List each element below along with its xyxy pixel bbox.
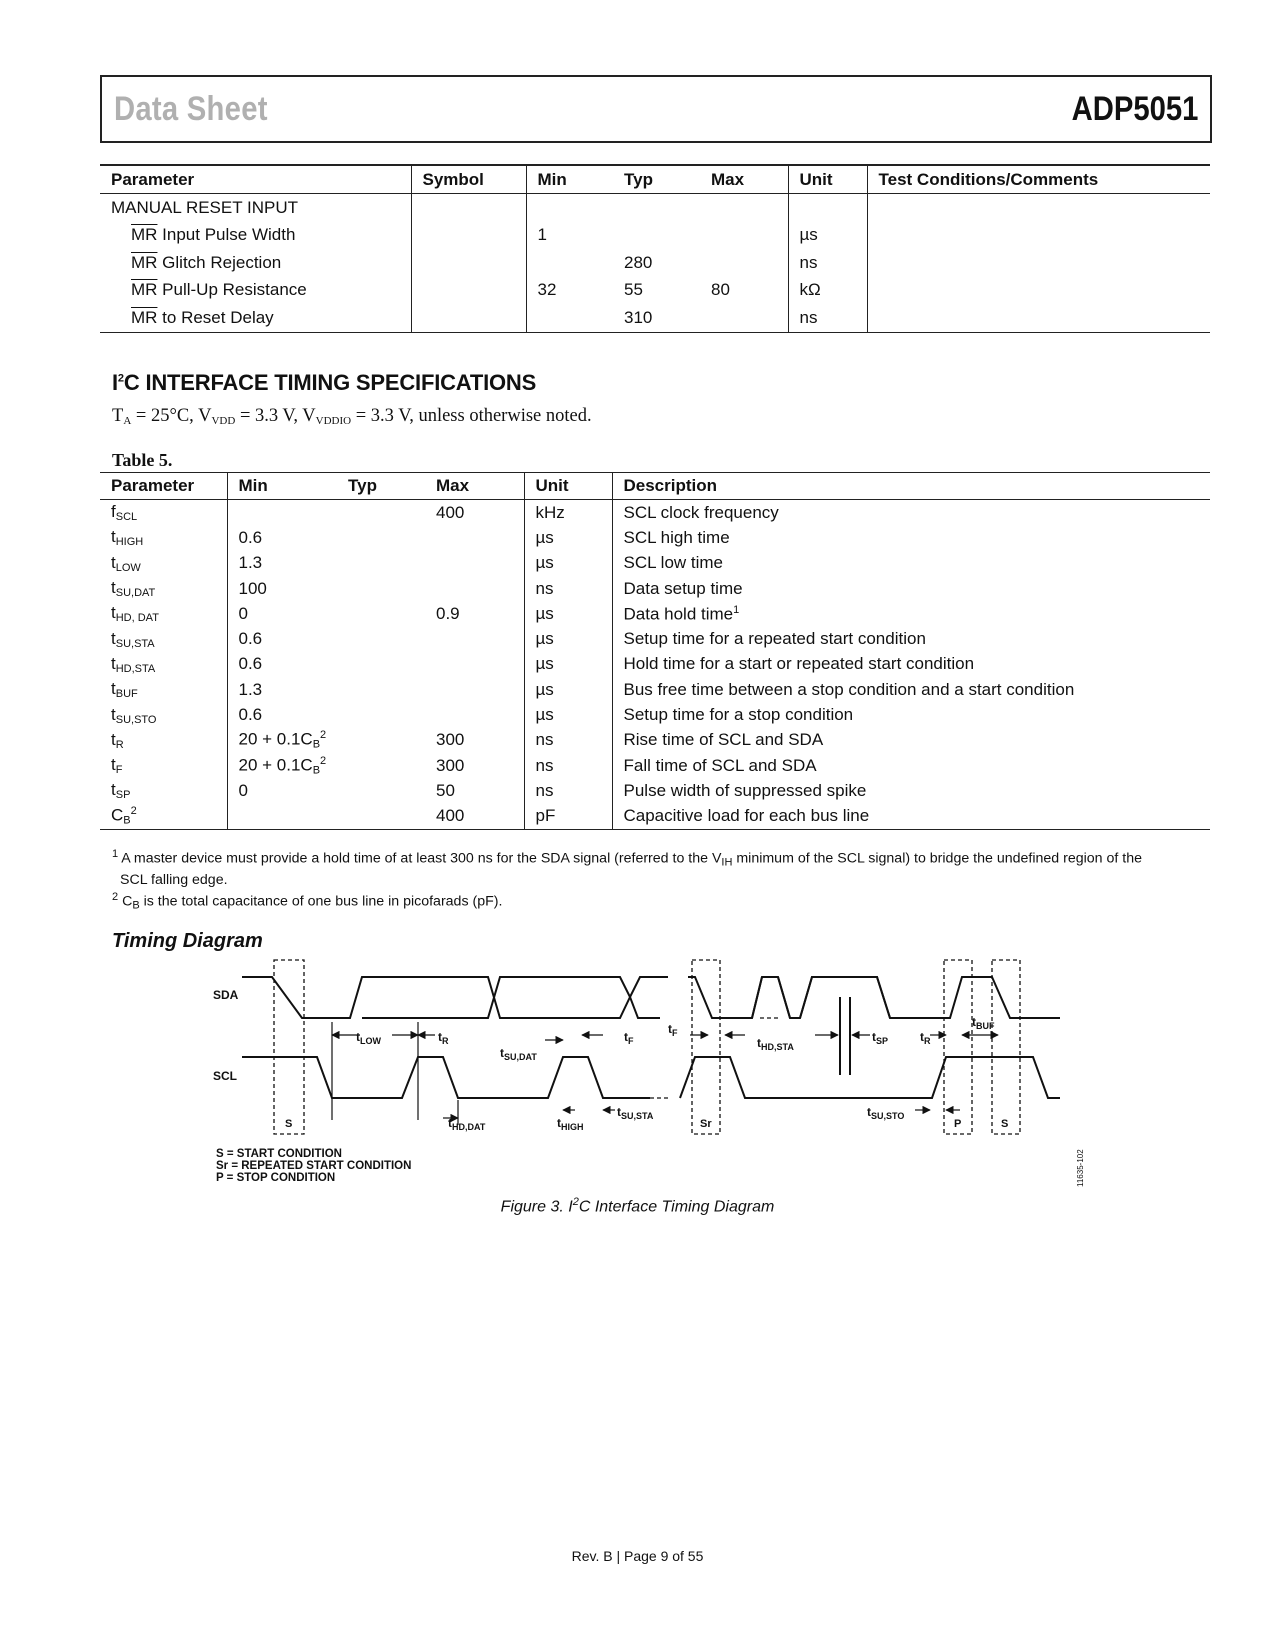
- table-row: [100, 778, 1210, 803]
- min-cell: 0.6: [227, 525, 337, 550]
- param-cell: $\overline{MR}$ Glitch Rejection: [131, 252, 282, 272]
- footnote-1-cont: SCL falling edge.: [120, 871, 228, 888]
- table-row: [100, 525, 1210, 550]
- col-header-symbol: Symbol: [411, 165, 526, 194]
- param-cell: $t_{BUF}$: [111, 679, 138, 701]
- table-row: [100, 576, 1210, 601]
- svg-text:tSP: $t_{SP}$: [872, 1030, 889, 1046]
- typ-cell: [337, 702, 425, 727]
- unit-cell: ns: [524, 728, 612, 753]
- table-row: [100, 753, 1210, 778]
- max-cell: 50: [436, 780, 455, 800]
- min-cell: 1.3: [227, 677, 337, 702]
- table-header-row: [100, 165, 1210, 194]
- param-cell: $t_{SU,DAT}$: [111, 578, 156, 600]
- footnote-2: $^2$ $C_B$ is the total capacitance of one bus line in picofarads (pF).: [112, 890, 503, 912]
- typ-cell: [337, 551, 425, 576]
- scl-label: SCL: [213, 1069, 237, 1083]
- unit-cell: pF: [524, 804, 612, 830]
- footnotes: [112, 846, 1202, 914]
- svg-text:tLOW: $t_{LOW}$: [356, 1030, 381, 1046]
- description-cell: Rise time of SCL and SDA: [612, 728, 1210, 753]
- svg-text:tSU,STO: $t_{SU,STO}$: [867, 1105, 905, 1121]
- unit-cell: µs: [524, 525, 612, 550]
- table-row: [100, 728, 1210, 753]
- svg-text:tHIGH: $t_{HIGH}$: [557, 1116, 584, 1132]
- unit-cell: ns: [524, 576, 612, 601]
- unit-cell: µs: [524, 626, 612, 651]
- table-row: [100, 652, 1210, 677]
- svg-text:tR: $t_R$: [438, 1030, 449, 1046]
- manual-reset-table: [100, 164, 1210, 333]
- col-header-min: Min: [227, 473, 337, 500]
- min-cell: $20 + 0.1C_B^2$: [227, 753, 337, 778]
- typ-cell: [337, 677, 425, 702]
- unit-cell: µs: [524, 677, 612, 702]
- typ-cell: [337, 652, 425, 677]
- legend-repeated-start: Sr = REPEATED START CONDITION: [216, 1160, 412, 1172]
- min-cell: 0.6: [227, 652, 337, 677]
- timing-diagram-title: Timing Diagram: [112, 930, 263, 952]
- legend-start: S = START CONDITION: [216, 1148, 342, 1160]
- sda-label: SDA: [213, 988, 239, 1002]
- description-cell: Hold time for a start or repeated start condition: [612, 652, 1210, 677]
- svg-text:tHD,STA: $t_{HD,STA}$: [757, 1036, 794, 1052]
- min-cell: [227, 500, 337, 526]
- typ-cell: [337, 778, 425, 803]
- unit-cell: ns: [524, 753, 612, 778]
- max-cell: [425, 677, 524, 702]
- description-cell: SCL low time: [612, 551, 1210, 576]
- page-header: [100, 75, 1212, 143]
- param-cell: $f_{SCL}$: [111, 502, 138, 524]
- section-label: MANUAL RESET INPUT: [111, 197, 299, 217]
- header-part-number: ADP5051: [1071, 90, 1198, 128]
- page-footer: Rev. B | Page 9 of 55: [571, 1548, 704, 1564]
- col-header-parameter: Parameter: [111, 476, 195, 495]
- col-header-unit: Unit: [788, 165, 867, 194]
- col-header-parameter: Parameter: [111, 169, 195, 189]
- table-row: [100, 804, 1210, 830]
- figure-code: 11635-102: [1076, 1149, 1085, 1187]
- description-cell: SCL clock frequency: [612, 500, 1210, 526]
- table-section-row: [100, 194, 1210, 222]
- unit-cell: µs: [524, 551, 612, 576]
- max-cell: [425, 576, 524, 601]
- marker-start: S: [285, 1118, 293, 1130]
- max-cell: 0.9: [436, 603, 460, 623]
- max-cell: 300: [436, 755, 465, 775]
- table-row: $\overline{MR}$ to Reset Delay 310 ns: [100, 304, 1210, 332]
- max-cell: [425, 702, 524, 727]
- min-cell: $20 + 0.1C_B^2$: [227, 728, 337, 753]
- min-cell: 0: [227, 778, 337, 803]
- typ-cell: [337, 804, 425, 830]
- typ-cell: [337, 601, 425, 626]
- header-doc-type: Data Sheet: [114, 90, 268, 128]
- svg-text:tSU,STA: $t_{SU,STA}$: [617, 1105, 654, 1121]
- param-cell: $t_R$: [111, 729, 124, 751]
- test-conditions: $T_A = 25^\circ C$, $V_{VDD} = 3.3$ V, $V_{VDDIO} = 3.3$ V, unless otherwise noted.: [112, 406, 592, 427]
- i2c-timing-table: [100, 472, 1210, 830]
- table-row: [100, 677, 1210, 702]
- param-cell: $t_{HIGH}$: [111, 527, 144, 549]
- col-header-max: Max: [711, 169, 745, 189]
- max-cell: 400: [436, 502, 465, 522]
- legend-stop: P = STOP CONDITION: [216, 1172, 336, 1184]
- mr-overline-text: $\overline{MR}$: [131, 225, 158, 245]
- min-cell: 1.3: [227, 551, 337, 576]
- col-header-min: Min: [526, 165, 613, 194]
- table-row: [100, 500, 1210, 526]
- param-cell: $t_F$: [111, 755, 123, 777]
- col-header-description: Description: [612, 473, 1210, 500]
- table-row: $\overline{MR}$ Glitch Rejection 280 ns: [100, 249, 1210, 277]
- typ-cell: [337, 626, 425, 651]
- col-header-typ: Typ: [348, 476, 377, 495]
- footnote-1: $^1$ A master device must provide a hold time of at least 300 ns for the SDA signal (referred to the $V_{IH}$ minimum of the SCL signal) to bridge the undefined region of the: [112, 848, 1142, 869]
- table-row: [100, 601, 1210, 626]
- marker-start-2: S: [1001, 1118, 1009, 1130]
- max-cell: [425, 551, 524, 576]
- max-cell: [425, 652, 524, 677]
- max-cell: [425, 525, 524, 550]
- col-header-unit: Unit: [524, 473, 612, 500]
- table-row: [100, 702, 1210, 727]
- figure-caption: Figure 3. $I^2C$ Interface Timing Diagram: [500, 1196, 775, 1216]
- param-cell: $\overline{MR}$ to Reset Delay: [131, 307, 274, 327]
- param-cell: $t_{HD,STA}$: [111, 653, 156, 675]
- table-caption: Table 5.: [112, 450, 173, 470]
- description-cell: Setup time for a stop condition: [612, 702, 1210, 727]
- description-cell: Setup time for a repeated start condition: [612, 626, 1210, 651]
- table-header-row: [100, 473, 1210, 500]
- param-cell: $\overline{MR}$ Input Pulse Width: [131, 225, 296, 245]
- param-cell: $t_{SU,STO}$: [111, 704, 157, 726]
- svg-text:tBUF: $t_{BUF}$: [972, 1015, 995, 1031]
- table-row: [100, 551, 1210, 576]
- mr-overline-text: $\overline{MR}$: [131, 307, 158, 327]
- description-cell: Fall time of SCL and SDA: [612, 753, 1210, 778]
- description-cell: Data setup time: [612, 576, 1210, 601]
- param-cell: $\overline{MR}$ Pull-Up Resistance: [131, 280, 307, 300]
- description-cell: Pulse width of suppressed spike: [612, 778, 1210, 803]
- typ-cell: [337, 728, 425, 753]
- unit-cell: µs: [524, 702, 612, 727]
- scl-waveform: [242, 1057, 650, 1098]
- min-cell: 0: [227, 601, 337, 626]
- typ-cell: [337, 576, 425, 601]
- min-cell: 100: [227, 576, 337, 601]
- col-header-typ: Typ: [624, 169, 653, 189]
- marker-repeated-start: Sr: [700, 1118, 712, 1130]
- table-row: $\overline{MR}$ Pull-Up Resistance 32 55 80 kΩ: [100, 277, 1210, 305]
- mr-overline-text: $\overline{MR}$: [131, 280, 158, 300]
- svg-text:tSU,DAT: $t_{SU,DAT}$: [500, 1046, 537, 1062]
- param-cell: $t_{HD, DAT}$: [111, 603, 159, 625]
- description-cell: SCL high time: [612, 525, 1210, 550]
- table-row: $\overline{MR}$ Input Pulse Width 1 µs: [100, 222, 1210, 250]
- table-row: [100, 626, 1210, 651]
- col-header-max: Max: [436, 476, 470, 495]
- mr-overline-text: $\overline{MR}$: [131, 252, 158, 272]
- description-cell: Bus free time between a stop condition and a start condition: [612, 677, 1210, 702]
- typ-cell: [337, 525, 425, 550]
- description-cell: Data hold time$^1$: [612, 601, 1210, 626]
- max-cell: [425, 626, 524, 651]
- unit-cell: kHz: [524, 500, 612, 526]
- svg-text:tF: $t_F$: [668, 1022, 678, 1038]
- min-cell: [227, 804, 337, 830]
- param-cell: $C_B^2$: [111, 805, 137, 828]
- section-title: $I^2C$ INTERFACE TIMING SPECIFICATIONS: [112, 370, 537, 395]
- marker-stop: P: [954, 1118, 962, 1130]
- description-cell: Capacitive load for each bus line: [612, 804, 1210, 830]
- svg-text:tF: $t_F$: [624, 1030, 634, 1046]
- max-cell: 400: [436, 806, 465, 826]
- svg-text:tR: $t_R$: [920, 1030, 931, 1046]
- typ-cell: [337, 753, 425, 778]
- param-cell: $t_{SU,STA}$: [111, 628, 155, 650]
- typ-cell: [337, 500, 425, 526]
- param-cell: $t_{LOW}$: [111, 552, 141, 574]
- col-header-comments: Test Conditions/Comments: [867, 165, 1210, 194]
- unit-cell: µs: [524, 601, 612, 626]
- svg-text:tHD,DAT: $t_{HD,DAT}$: [448, 1116, 486, 1132]
- param-cell: $t_{SP}$: [111, 780, 131, 802]
- unit-cell: µs: [524, 652, 612, 677]
- max-cell: 300: [436, 730, 465, 750]
- sda-waveform: [242, 977, 630, 1018]
- min-cell: 0.6: [227, 626, 337, 651]
- unit-cell: ns: [524, 778, 612, 803]
- min-cell: 0.6: [227, 702, 337, 727]
